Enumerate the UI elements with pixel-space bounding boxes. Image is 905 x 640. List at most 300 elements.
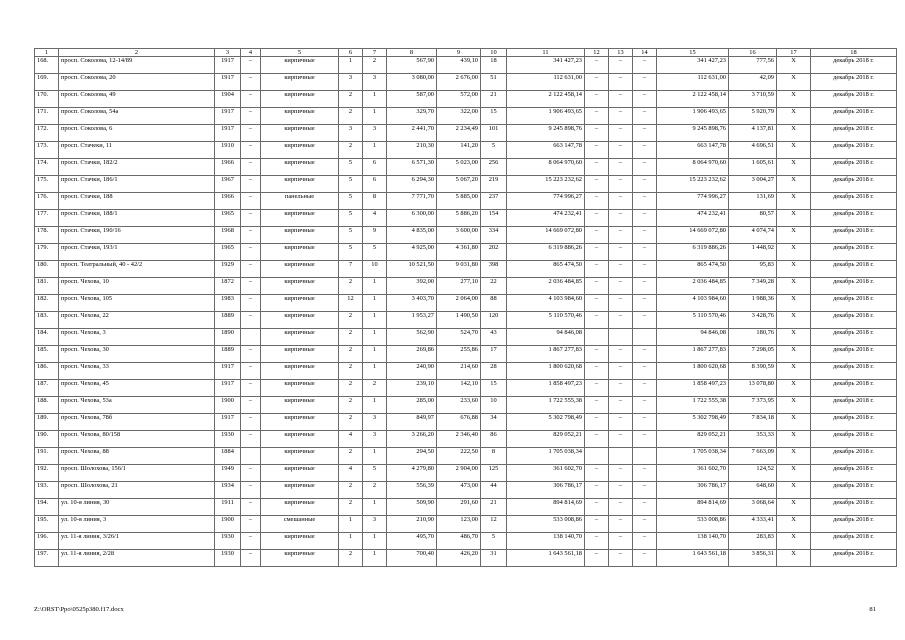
table-cell: 194.	[35, 499, 59, 516]
table-cell: 4 103 984,60	[657, 295, 729, 312]
table-cell: 1884	[215, 448, 241, 465]
table-cell: 5 302 798,49	[657, 414, 729, 431]
table-cell: 1904	[215, 91, 241, 108]
table-cell: панельные	[261, 193, 339, 210]
table-cell: 774 996,27	[507, 193, 585, 210]
table-cell: 154	[481, 210, 507, 227]
table-cell: 4 137,81	[729, 125, 777, 142]
table-cell: 5 110 570,46	[657, 312, 729, 329]
table-cell: кирпичные	[261, 159, 339, 176]
table-cell: 2	[339, 380, 363, 397]
table-cell: 306 786,17	[507, 482, 585, 499]
table-cell: 1917	[215, 414, 241, 431]
table-cell: 177.	[35, 210, 59, 227]
table-cell: 1967	[215, 176, 241, 193]
column-number-cell: 4	[241, 49, 261, 57]
table-cell: 2	[339, 397, 363, 414]
table-cell: 18	[481, 57, 507, 74]
table-cell	[241, 448, 261, 465]
table-cell: 3 403,70	[387, 295, 437, 312]
table-cell: –	[585, 159, 609, 176]
table-cell: 4 361,80	[437, 244, 481, 261]
table-cell: 123,00	[437, 516, 481, 533]
table-cell: –	[241, 244, 261, 261]
column-number-cell: 10	[481, 49, 507, 57]
table-cell: 2	[339, 499, 363, 516]
table-cell: 187.	[35, 380, 59, 397]
table-cell: –	[633, 533, 657, 550]
table-cell: декабрь 2018 г.	[811, 414, 897, 431]
table-cell: 3 856,31	[729, 550, 777, 567]
table-cell: кирпичные	[261, 108, 339, 125]
table-row	[35, 499, 897, 516]
table-cell: 341 427,23	[657, 57, 729, 74]
table-cell: просп. Чехова, 105	[59, 295, 215, 312]
table-cell: –	[609, 74, 633, 91]
table-cell: 1 858 497,23	[507, 380, 585, 397]
table-cell: 197.	[35, 550, 59, 567]
table-cell: 1 722 555,38	[507, 397, 585, 414]
table-cell: 1 906 493,65	[657, 108, 729, 125]
table-cell: –	[633, 550, 657, 567]
table-cell: 5 067,20	[437, 176, 481, 193]
table-cell: 1930	[215, 533, 241, 550]
table-cell: 6 319 886,26	[657, 244, 729, 261]
table-cell: кирпичные	[261, 482, 339, 499]
table-cell: 495,70	[387, 533, 437, 550]
table-cell: 6	[363, 159, 387, 176]
table-cell: 5	[363, 244, 387, 261]
table-cell: –	[241, 516, 261, 533]
table-cell: 176.	[35, 193, 59, 210]
table-cell: 3	[363, 516, 387, 533]
table-cell: 277,10	[437, 278, 481, 295]
table-cell: 125	[481, 465, 507, 482]
table-cell: 142,10	[437, 380, 481, 397]
table-cell: 269,86	[387, 346, 437, 363]
table-cell: 1	[339, 516, 363, 533]
table-cell: –	[609, 210, 633, 227]
table-cell: –	[585, 244, 609, 261]
table-cell: 214,60	[437, 363, 481, 380]
table-cell: 1	[363, 295, 387, 312]
table-cell: 1 643 561,18	[507, 550, 585, 567]
table-cell: просп. Соколова, 54а	[59, 108, 215, 125]
table-cell: 4 103 984,60	[507, 295, 585, 312]
table-cell: декабрь 2018 г.	[811, 329, 897, 346]
table-cell: 237	[481, 193, 507, 210]
table-cell: смешанные	[261, 516, 339, 533]
table-row	[35, 550, 897, 567]
table-cell: –	[241, 414, 261, 431]
table-cell: кирпичные	[261, 346, 339, 363]
table-cell: ул. 10-я линия, 3	[59, 516, 215, 533]
table-cell: 8 064 970,60	[657, 159, 729, 176]
table-cell	[633, 448, 657, 465]
table-cell: X	[777, 125, 811, 142]
table-cell: –	[609, 363, 633, 380]
table-cell: 94 846,08	[507, 329, 585, 346]
table-cell: 12	[339, 295, 363, 312]
table-cell: 9 031,80	[437, 261, 481, 278]
table-cell: 5 886,20	[437, 210, 481, 227]
table-cell: кирпичные	[261, 261, 339, 278]
table-cell: декабрь 2018 г.	[811, 176, 897, 193]
table-cell: –	[585, 261, 609, 278]
table-cell: –	[241, 550, 261, 567]
table-cell	[609, 329, 633, 346]
table-row	[35, 482, 897, 499]
table-cell: 1	[363, 499, 387, 516]
table-cell: –	[609, 57, 633, 74]
table-cell: X	[777, 261, 811, 278]
table-cell: –	[633, 176, 657, 193]
table-cell: 663 147,78	[657, 142, 729, 159]
table-cell: –	[585, 57, 609, 74]
table-cell: X	[777, 244, 811, 261]
table-cell: –	[633, 278, 657, 295]
column-number-cell: 2	[59, 49, 215, 57]
table-cell: X	[777, 193, 811, 210]
table-cell: 322,00	[437, 108, 481, 125]
table-cell: кирпичные	[261, 550, 339, 567]
table-cell: X	[777, 329, 811, 346]
table-cell: просп. Соколова, 49	[59, 91, 215, 108]
table-cell: 28	[481, 363, 507, 380]
table-row	[35, 176, 897, 193]
table-cell: 1 858 497,23	[657, 380, 729, 397]
table-cell: X	[777, 550, 811, 567]
table-cell: X	[777, 210, 811, 227]
table-cell: 138 140,70	[657, 533, 729, 550]
table-cell: 189.	[35, 414, 59, 431]
table-cell: –	[241, 482, 261, 499]
table-cell: 1 800 620,68	[507, 363, 585, 380]
table-cell: –	[241, 346, 261, 363]
table-cell: 676,88	[437, 414, 481, 431]
table-cell: декабрь 2018 г.	[811, 57, 897, 74]
table-row	[35, 414, 897, 431]
table-cell: X	[777, 91, 811, 108]
table-cell: 185.	[35, 346, 59, 363]
table-cell: 9 245 898,76	[507, 125, 585, 142]
table-cell: 3 428,76	[729, 312, 777, 329]
table-cell: –	[609, 142, 633, 159]
table-cell: –	[585, 108, 609, 125]
table-cell: –	[633, 363, 657, 380]
table-cell: –	[241, 125, 261, 142]
table-cell: 7 373,95	[729, 397, 777, 414]
table-cell: 533 008,86	[657, 516, 729, 533]
table-cell: –	[609, 295, 633, 312]
table-row	[35, 397, 897, 414]
table-cell: –	[241, 108, 261, 125]
table-cell: 44	[481, 482, 507, 499]
table-cell	[609, 448, 633, 465]
table-cell: 1	[363, 550, 387, 567]
table-cell: –	[609, 159, 633, 176]
table-cell: декабрь 2018 г.	[811, 499, 897, 516]
table-cell: 179.	[35, 244, 59, 261]
table-cell: 1930	[215, 431, 241, 448]
table-cell: 168.	[35, 57, 59, 74]
table-cell: 175.	[35, 176, 59, 193]
table-cell: 255,86	[437, 346, 481, 363]
table-cell: 648,60	[729, 482, 777, 499]
table-cell: кирпичные	[261, 414, 339, 431]
table-cell: 94 846,08	[657, 329, 729, 346]
table-cell: 1965	[215, 244, 241, 261]
column-number-cell: 14	[633, 49, 657, 57]
table-cell: –	[633, 482, 657, 499]
table-cell: 1 448,92	[729, 244, 777, 261]
table-cell: –	[241, 91, 261, 108]
table-cell: –	[633, 295, 657, 312]
table-cell: 5	[481, 533, 507, 550]
table-cell: –	[609, 431, 633, 448]
table-cell: 486,70	[437, 533, 481, 550]
table-cell: декабрь 2018 г.	[811, 193, 897, 210]
table-cell: X	[777, 108, 811, 125]
table-cell: 3 710,59	[729, 91, 777, 108]
table-cell: 865 474,50	[507, 261, 585, 278]
table-cell: 4 333,41	[729, 516, 777, 533]
page-number: 81	[869, 606, 876, 613]
table-cell: 9	[363, 227, 387, 244]
table-cell: 473,00	[437, 482, 481, 499]
table-cell: просп. Чехова, 3	[59, 329, 215, 346]
table-cell: 80,57	[729, 210, 777, 227]
table-cell: –	[585, 346, 609, 363]
table-row	[35, 159, 897, 176]
table-cell: X	[777, 380, 811, 397]
table-cell: 95,83	[729, 261, 777, 278]
table-cell: –	[241, 499, 261, 516]
table-cell: декабрь 2018 г.	[811, 516, 897, 533]
table-cell: просп. Чехова, 80/158	[59, 431, 215, 448]
table-cell: просп. Чехова, 30	[59, 346, 215, 363]
table-cell: 3	[339, 125, 363, 142]
table-cell: –	[633, 261, 657, 278]
table-cell: 774 996,27	[657, 193, 729, 210]
table-cell: просп. Чехова, 22	[59, 312, 215, 329]
table-cell: –	[633, 465, 657, 482]
table-cell: 1917	[215, 57, 241, 74]
table-cell: 1911	[215, 499, 241, 516]
table-cell: декабрь 2018 г.	[811, 210, 897, 227]
table-cell: 1	[363, 142, 387, 159]
table-cell: 7 663,09	[729, 448, 777, 465]
table-cell: –	[633, 312, 657, 329]
table-cell: –	[585, 91, 609, 108]
table-cell: 183.	[35, 312, 59, 329]
table-row	[35, 210, 897, 227]
table-cell: 1900	[215, 397, 241, 414]
table-cell: декабрь 2018 г.	[811, 346, 897, 363]
table-cell: 1 867 277,83	[507, 346, 585, 363]
table-cell: X	[777, 295, 811, 312]
table-cell: просп. Стачки, 182/2	[59, 159, 215, 176]
table-row	[35, 516, 897, 533]
table-cell: 1934	[215, 482, 241, 499]
table-cell: –	[609, 550, 633, 567]
table-row	[35, 448, 897, 465]
table-cell: 210,30	[387, 142, 437, 159]
table-cell: 13 078,80	[729, 380, 777, 397]
table-cell: 1 643 561,18	[657, 550, 729, 567]
table-cell: 2	[339, 482, 363, 499]
table-cell: –	[609, 227, 633, 244]
table-cell: кирпичные	[261, 312, 339, 329]
table-cell: декабрь 2018 г.	[811, 397, 897, 414]
table-cell: 426,20	[437, 550, 481, 567]
table-cell: 353,33	[729, 431, 777, 448]
table-cell: декабрь 2018 г.	[811, 448, 897, 465]
table-cell: 3 068,64	[729, 499, 777, 516]
table-row	[35, 533, 897, 550]
table-cell: –	[633, 227, 657, 244]
table-cell: декабрь 2018 г.	[811, 91, 897, 108]
table-cell: 15	[481, 108, 507, 125]
table-cell: 1 988,36	[729, 295, 777, 312]
table-cell: 294,50	[387, 448, 437, 465]
table-cell: 112 631,00	[657, 74, 729, 91]
table-cell: декабрь 2018 г.	[811, 482, 897, 499]
table-cell: кирпичные	[261, 431, 339, 448]
table-cell: 195.	[35, 516, 59, 533]
table-cell: 239,10	[387, 380, 437, 397]
table-cell: –	[633, 108, 657, 125]
column-number-cell: 7	[363, 49, 387, 57]
column-number-cell: 6	[339, 49, 363, 57]
table-cell: 120	[481, 312, 507, 329]
table-cell: 1 605,61	[729, 159, 777, 176]
table-cell	[633, 329, 657, 346]
table-cell: 361 602,70	[507, 465, 585, 482]
table-cell: 34	[481, 414, 507, 431]
table-cell: 15	[481, 380, 507, 397]
table-cell: –	[609, 176, 633, 193]
table-cell: 2	[339, 363, 363, 380]
table-cell: 1889	[215, 346, 241, 363]
table-cell: 6	[363, 176, 387, 193]
table-cell: 9 245 898,76	[657, 125, 729, 142]
table-cell: 178.	[35, 227, 59, 244]
table-cell: просп. Соколова, 12-14/89	[59, 57, 215, 74]
table-cell: 2 122 458,14	[657, 91, 729, 108]
table-cell: 1	[363, 108, 387, 125]
table-cell: 556,39	[387, 482, 437, 499]
table-cell: –	[633, 431, 657, 448]
table-cell: 12	[481, 516, 507, 533]
table-cell: –	[241, 57, 261, 74]
table-cell: X	[777, 312, 811, 329]
table-cell: декабрь 2018 г.	[811, 312, 897, 329]
table-cell: ул. 11-я линия, 2/28	[59, 550, 215, 567]
table-cell: 2 122 458,14	[507, 91, 585, 108]
table-cell: кирпичные	[261, 380, 339, 397]
column-number-cell: 18	[811, 49, 897, 57]
table-cell: 2 036 484,85	[657, 278, 729, 295]
table-cell: –	[585, 499, 609, 516]
table-cell: 2 441,70	[387, 125, 437, 142]
table-row	[35, 431, 897, 448]
table-cell: декабрь 2018 г.	[811, 278, 897, 295]
table-cell: 5	[339, 176, 363, 193]
table-cell: X	[777, 74, 811, 91]
table-cell: 2	[339, 108, 363, 125]
table-cell: кирпичные	[261, 176, 339, 193]
table-cell: кирпичные	[261, 125, 339, 142]
table-row	[35, 193, 897, 210]
table-cell: –	[609, 261, 633, 278]
table-cell: просп. Чехова, 33	[59, 363, 215, 380]
table-cell: 124,52	[729, 465, 777, 482]
table-cell: –	[609, 278, 633, 295]
table-cell: –	[585, 125, 609, 142]
table-cell: 169.	[35, 74, 59, 91]
table-cell: 567,90	[387, 57, 437, 74]
table-cell: 2	[339, 312, 363, 329]
table-row	[35, 74, 897, 91]
table-cell: –	[585, 227, 609, 244]
table-cell: 4	[363, 210, 387, 227]
table-cell: 1889	[215, 312, 241, 329]
table-cell: 2	[363, 57, 387, 74]
table-cell: 219	[481, 176, 507, 193]
table-cell: X	[777, 363, 811, 380]
table-cell: 5 885,00	[437, 193, 481, 210]
table-cell: просп. Стачки, 188/1	[59, 210, 215, 227]
column-number-cell: 5	[261, 49, 339, 57]
table-cell: 2 036 484,85	[507, 278, 585, 295]
table-cell: 141,20	[437, 142, 481, 159]
table-cell: 4	[339, 431, 363, 448]
table-cell: 10	[363, 261, 387, 278]
table-row	[35, 363, 897, 380]
table-row	[35, 57, 897, 74]
column-number-row	[35, 49, 897, 57]
table-cell: 398	[481, 261, 507, 278]
table-cell: кирпичные	[261, 363, 339, 380]
table-cell: 1890	[215, 329, 241, 346]
table-cell: кирпичные	[261, 499, 339, 516]
table-cell: 21	[481, 91, 507, 108]
table-cell: 829 052,21	[657, 431, 729, 448]
table-cell: 1 867 277,83	[657, 346, 729, 363]
table-row	[35, 312, 897, 329]
table-cell: –	[633, 125, 657, 142]
table-cell: 181.	[35, 278, 59, 295]
table-cell: 1983	[215, 295, 241, 312]
table-cell: 5	[339, 210, 363, 227]
table-cell: 1	[363, 278, 387, 295]
table-cell: 334	[481, 227, 507, 244]
table-cell: 131,69	[729, 193, 777, 210]
table-cell: 1965	[215, 210, 241, 227]
table-cell: –	[633, 397, 657, 414]
table-cell: декабрь 2018 г.	[811, 159, 897, 176]
table-cell: 1	[363, 397, 387, 414]
table-cell: ул. 10-я линия, 30	[59, 499, 215, 516]
table-cell: –	[241, 312, 261, 329]
table-cell: 22	[481, 278, 507, 295]
table-cell: –	[241, 397, 261, 414]
table-cell: 5	[339, 193, 363, 210]
table-cell: –	[241, 380, 261, 397]
table-cell: 14 669 072,80	[507, 227, 585, 244]
table-cell: 8 064 970,60	[507, 159, 585, 176]
